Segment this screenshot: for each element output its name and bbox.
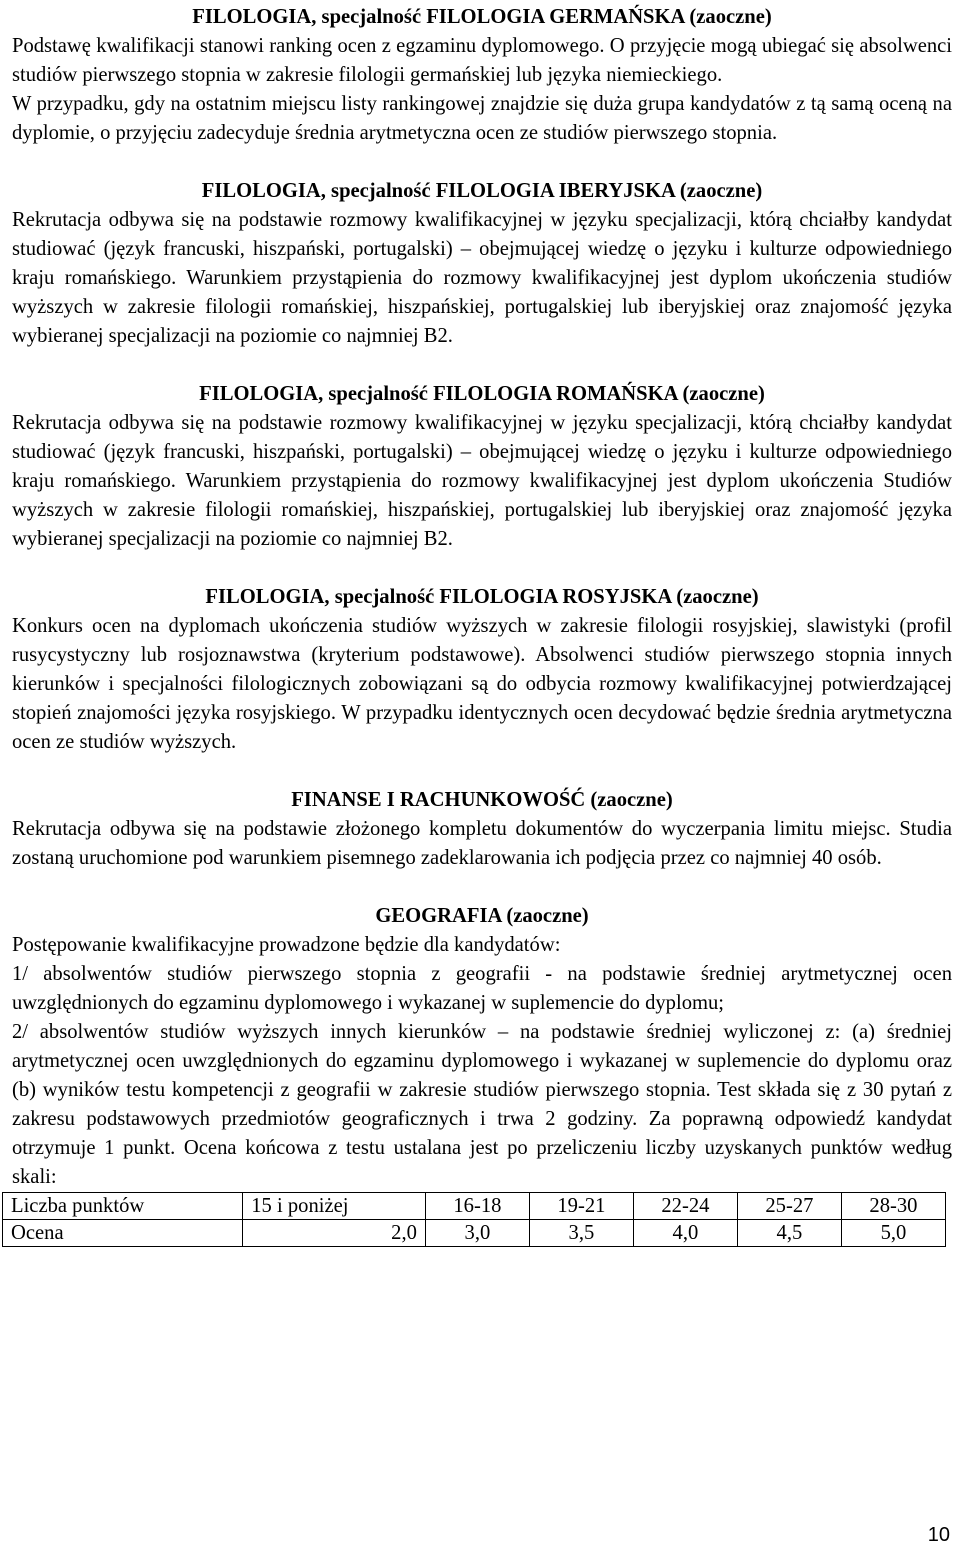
table-row xyxy=(3,1193,946,1220)
section-paragraph: 1/ absolwentów studiów pierwszego stopnia z geografii - na podstawie średniej arytmetycznej ocen uwzględnionych do egzaminu dyplomowego i wykazanej w suplemencie do dyplomu; xyxy=(12,963,952,1014)
table-cell: 15 i poniżej xyxy=(243,1193,426,1220)
section-filologia-rosyjska xyxy=(12,583,952,757)
table-cell: 4,5 xyxy=(737,1220,841,1247)
table-cell: 3,5 xyxy=(529,1220,633,1247)
table-cell: 4,0 xyxy=(633,1220,737,1247)
section-heading: FILOLOGIA, specjalność FILOLOGIA ROMAŃSKA (zaoczne) xyxy=(199,383,765,405)
section-geografia xyxy=(12,902,952,1192)
section-paragraph: W przypadku, gdy na ostatnim miejscu listy rankingowej znajdzie się duża grupa kandydatów z tą samą oceną na dyplomie, o przyjęciu zadecyduje średnia arytmetyczna ocen ze studiów pierwszego stopnia. xyxy=(12,93,952,144)
section-filologia-romanska xyxy=(12,380,952,554)
section-paragraph: Konkurs ocen na dyplomach ukończenia studiów wyższych w zakresie filologii rosyjskiej, slawistyki (profil rusycystyczny lub rosjoznawstwa (kryterium podstawowe). Absolwenci studiów pierwszego stopnia innych kierunków i specjalności filologicznych zobowiązani są do odbycia rozmowy kwalifikacyjnej potwierdzającej stopień znajomości języka rosyjskiego. W przypadku identycznych ocen decydować będzie średnia arytmetyczna ocen ze studiów wyższych. xyxy=(12,615,952,753)
table-cell: Ocena xyxy=(3,1220,243,1247)
document-page xyxy=(12,3,952,1247)
grading-scale-table xyxy=(2,1192,946,1247)
section-finanse-rachunkowosc xyxy=(12,786,952,873)
section-heading: FILOLOGIA, specjalność FILOLOGIA ROSYJSKA (zaoczne) xyxy=(205,586,759,608)
section-heading: GEOGRAFIA (zaoczne) xyxy=(375,905,589,927)
section-heading: FILOLOGIA, specjalność FILOLOGIA GERMAŃSKA (zaoczne) xyxy=(192,6,772,28)
section-paragraph: Rekrutacja odbywa się na podstawie rozmowy kwalifikacyjnej w języku specjalizacji, którą chciałby kandydat studiować (język francuski, hiszpański, portugalski) – obejmującej wiedzę o języku i kulturze odpowiedniego kraju romańskiego. Warunkiem przystąpienia do rozmowy kwalifikacyjnej jest dyplom ukończenia Studiów wyższych w zakresie filologii romańskiej, hiszpańskiej, portugalskiej lub iberyjskiej oraz znajomość języka wybieranej specjalizacji na poziomie co najmniej B2. xyxy=(12,412,952,550)
table-cell: 19-21 xyxy=(529,1193,633,1220)
section-paragraph: 2/ absolwentów studiów wyższych innych kierunków – na podstawie średniej wyliczonej z: (a) średniej arytmetycznej ocen uwzględnionych do egzaminu dyplomowego i wykazanej w suplemencie do dyplomu oraz (b) wyników testu kompetencji z geografii w zakresie studiów pierwszego stopnia. Test składa się z 30 pytań z zakresu podstawowych przedmiotów geograficznych i trwa 2 godziny. Za poprawną odpowiedź kandydat otrzymuje 1 punkt. Ocena końcowa z testu ustalana jest po przeliczeniu liczby uzyskanych punktów według skali: xyxy=(12,1021,952,1188)
section-paragraph: Podstawę kwalifikacji stanowi ranking ocen z egzaminu dyplomowego. O przyjęcie mogą ubiegać się absolwenci studiów pierwszego stopnia w zakresie filologii germańskiej lub języka niemieckiego. xyxy=(12,35,952,86)
table-cell: 2,0 xyxy=(243,1220,426,1247)
section-heading: FINANSE I RACHUNKOWOŚĆ (zaoczne) xyxy=(291,789,673,811)
table-cell: 28-30 xyxy=(841,1193,945,1220)
table-cell: 25-27 xyxy=(737,1193,841,1220)
table-cell: 16-18 xyxy=(425,1193,529,1220)
table-cell: Liczba punktów xyxy=(3,1193,243,1220)
section-paragraph: Postępowanie kwalifikacyjne prowadzone będzie dla kandydatów: xyxy=(12,934,561,956)
table-row xyxy=(3,1220,946,1247)
page-number: 10 xyxy=(927,1524,950,1546)
section-paragraph: Rekrutacja odbywa się na podstawie złożonego kompletu dokumentów do wyczerpania limitu miejsc. Studia zostaną uruchomione pod warunkiem pisemnego zadeklarowania ich podjęcia przez co najmniej 40 osób. xyxy=(12,818,952,869)
table-cell: 5,0 xyxy=(841,1220,945,1247)
table-cell: 22-24 xyxy=(633,1193,737,1220)
table-cell: 3,0 xyxy=(425,1220,529,1247)
section-paragraph: Rekrutacja odbywa się na podstawie rozmowy kwalifikacyjnej w języku specjalizacji, którą chciałby kandydat studiować (język francuski, hiszpański, portugalski) – obejmującej wiedzę o języku i kulturze odpowiedniego kraju romańskiego. Warunkiem przystąpienia do rozmowy kwalifikacyjnej jest dyplom ukończenia studiów wyższych w zakresie filologii romańskiej, hiszpańskiej, portugalskiej lub iberyjskiej oraz znajomość języka wybieranej specjalizacji na poziomie co najmniej B2. xyxy=(12,209,952,347)
section-heading: FILOLOGIA, specjalność FILOLOGIA IBERYJSKA (zaoczne) xyxy=(201,180,763,202)
section-filologia-iberyjska xyxy=(12,177,952,351)
section-filologia-germanska xyxy=(12,3,952,148)
